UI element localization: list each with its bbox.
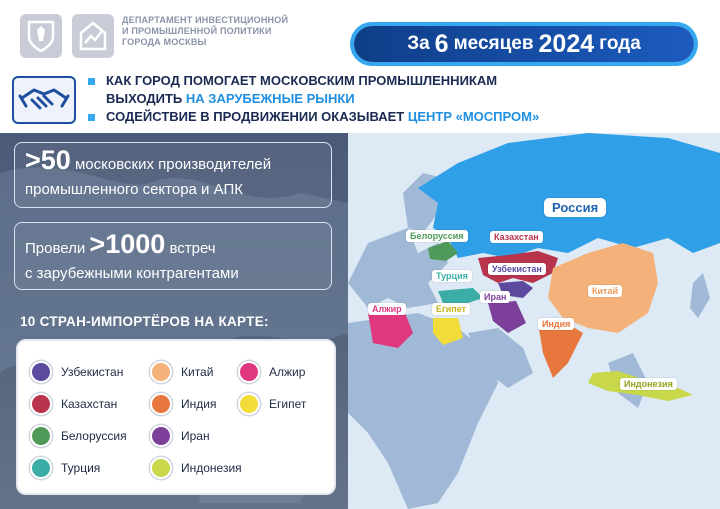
countries-legend — [16, 339, 336, 495]
color-swatch-icon — [30, 361, 52, 383]
stat-producers-card: >50 московских производителей промышленного сектора и АПК — [14, 142, 332, 208]
legend-item-iran: Иран — [150, 425, 210, 447]
bullet-square-icon — [88, 78, 95, 85]
bullet-line-2: СОДЕЙСТВИЕ В ПРОДВИЖЕНИИ ОКАЗЫВАЕТ ЦЕНТР «МОСПРОМ» — [88, 108, 718, 126]
turkey-region — [438, 288, 483, 303]
label-kazakhstan: Казахстан — [490, 231, 543, 243]
color-swatch-icon — [150, 361, 172, 383]
legend-item-belarus: Белоруссия — [30, 425, 127, 447]
color-swatch-icon — [150, 457, 172, 479]
label-china: Китай — [588, 285, 622, 297]
world-map — [348, 133, 720, 509]
label-belarus: Белоруссия — [406, 230, 468, 242]
label-russia: Россия — [544, 198, 606, 217]
stat-meetings-card: Провели >1000 встреч с зарубежными контрагентами — [14, 222, 332, 290]
bullet-line-1: КАК ГОРОД ПОМОГАЕТ МОСКОВСКИМ ПРОМЫШЛЕННИКАМ — [88, 72, 718, 90]
color-swatch-icon — [30, 457, 52, 479]
header — [0, 0, 720, 70]
label-egypt: Египет — [432, 303, 470, 315]
period-banner: За 6 месяцев 2024 года — [354, 26, 694, 62]
label-india: Индия — [538, 318, 574, 330]
department-logo — [72, 14, 114, 58]
label-iran: Иран — [480, 291, 510, 303]
legend-item-china: Китай — [150, 361, 213, 383]
label-uzbekistan: Узбекистан — [488, 263, 546, 275]
moscow-coat-of-arms-logo — [20, 14, 62, 58]
color-swatch-icon — [30, 393, 52, 415]
color-swatch-icon — [238, 361, 260, 383]
label-turkey: Турция — [432, 270, 472, 282]
subtitle-bullets — [88, 70, 718, 126]
department-name: ДЕПАРТАМЕНТ ИНВЕСТИЦИОННОЙ И ПРОМЫШЛЕННОЙ ПОЛИТИКИ ГОРОДА МОСКВЫ — [122, 15, 289, 47]
color-swatch-icon — [238, 393, 260, 415]
color-swatch-icon — [150, 425, 172, 447]
label-algeria: Алжир — [368, 303, 406, 315]
legend-item-india: Индия — [150, 393, 216, 415]
legend-item-algeria: Алжир — [238, 361, 305, 383]
label-indonesia: Индонезия — [620, 378, 677, 390]
japan-land — [690, 273, 710, 318]
legend-item-egypt: Египет — [238, 393, 306, 415]
legend-item-indonesia: Индонезия — [150, 457, 242, 479]
bullet-square-icon — [88, 114, 95, 121]
color-swatch-icon — [150, 393, 172, 415]
legend-item-kazakhstan: Казахстан — [30, 393, 117, 415]
handshake-icon — [12, 76, 76, 124]
importers-title: 10 СТРАН-ИМПОРТЁРОВ НА КАРТЕ: — [20, 314, 269, 329]
iran-region — [488, 301, 526, 333]
color-swatch-icon — [30, 425, 52, 447]
legend-item-uzbekistan: Узбекистан — [30, 361, 123, 383]
bullet-line-1-cont: ВЫХОДИТЬ НА ЗАРУБЕЖНЫЕ РЫНКИ — [106, 91, 355, 106]
legend-item-turkey: Турция — [30, 457, 100, 479]
